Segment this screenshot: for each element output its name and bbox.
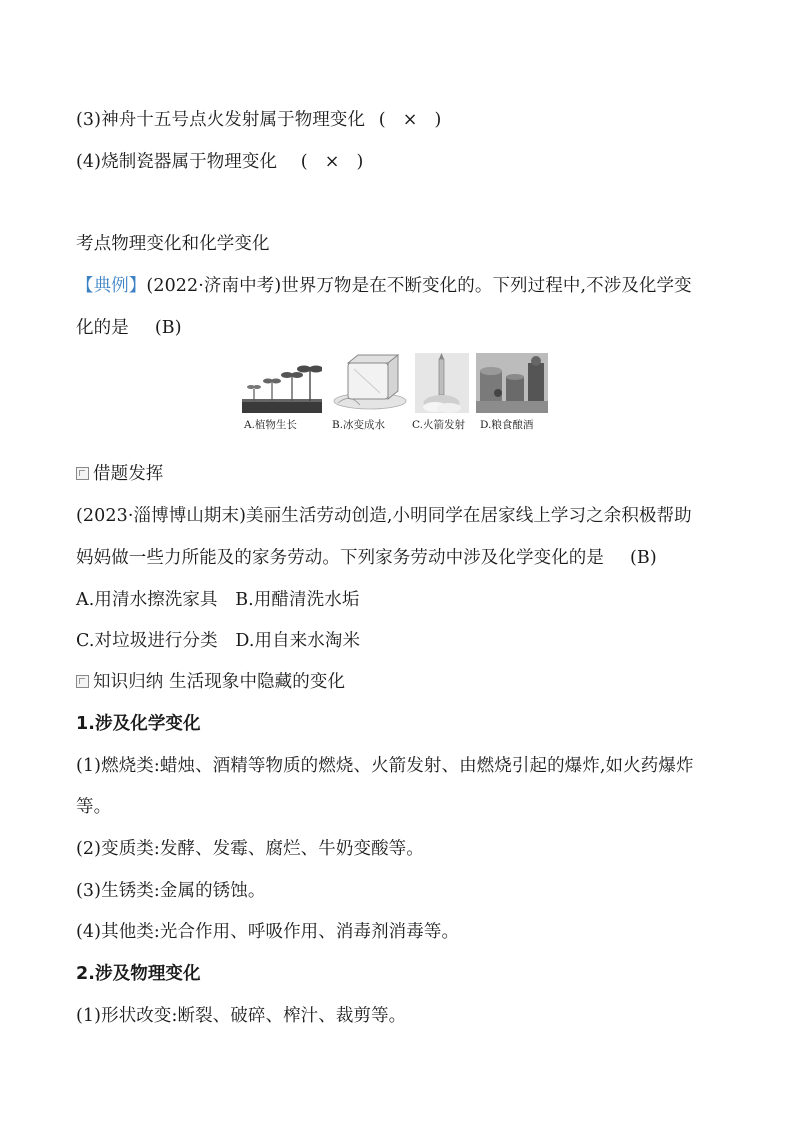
question-3 (76, 106, 441, 131)
borrow-title: 借题发挥 (76, 460, 163, 485)
chemical-item-4: (4)其他类:光合作用、呼吸作用、消毒剂消毒等。 (76, 922, 460, 942)
chemical-item-1b: 等。 (76, 797, 112, 817)
ice-melting-image (330, 353, 410, 413)
chemical-item-1a: (1)燃烧类:蜡烛、酒精等物质的燃烧、火箭发射、由燃烧引起的爆炸,如火药爆炸 (76, 756, 694, 776)
question-3-answer: ( × ) (378, 110, 442, 130)
physical-item-1: (1)形状改变:断裂、破碎、榨汁、裁剪等。 (76, 1006, 407, 1026)
example-tag: 【典例】 (76, 276, 147, 296)
example-line-2 (76, 314, 182, 339)
caption-b: B.冰变成水 (332, 419, 386, 431)
chemical-item-2: (2)变质类:发酵、发霉、腐烂、牛奶变酸等。 (76, 839, 424, 859)
chemical-item-3: (3)生锈类:金属的锈蚀。 (76, 881, 266, 901)
summary-title: 知识归纳 生活现象中隐藏的变化 (76, 668, 345, 693)
example-text-1: (2022·济南中考)世界万物是在不断变化的。下列过程中,不涉及化学变 (146, 276, 692, 296)
figure-change-examples (242, 353, 548, 435)
caption-d: D.粮食酿酒 (480, 419, 534, 431)
question-3-text: (3)神舟十五号点火发射属于物理变化 (76, 110, 366, 130)
section-marker-icon (76, 675, 89, 688)
options-cd: C.对垃圾进行分类 D.用自来水淘米 (76, 631, 361, 651)
plant-growth-image (242, 353, 322, 413)
borrow-answer: (B) (630, 548, 657, 568)
question-4-answer: ( × ) (300, 152, 364, 172)
borrow-line-2 (76, 544, 657, 569)
caption-c: C.火箭发射 (412, 419, 465, 431)
heading-chemical-change: 1.涉及化学变化 (76, 714, 201, 734)
topic-title: 考点物理变化和化学变化 (76, 234, 270, 254)
borrow-text-2: 妈妈做一些力所能及的家务劳动。下列家务劳动中涉及化学变化的是 (76, 548, 604, 568)
grain-brewing-image (476, 353, 548, 413)
borrow-text-1: (2023·淄博博山期末)美丽生活劳动创造,小明同学在居家线上学习之余积极帮助 (76, 506, 692, 526)
options-ab: A.用清水擦洗家具 B.用醋清洗水垢 (76, 590, 360, 610)
rocket-launch-image (415, 353, 469, 413)
question-4-text: (4)烧制瓷器属于物理变化 (76, 152, 278, 172)
example-answer: (B) (154, 318, 182, 338)
heading-physical-change: 2.涉及物理变化 (76, 964, 201, 984)
caption-a: A.植物生长 (244, 419, 297, 431)
section-marker-icon (76, 467, 89, 480)
example-line-1 (76, 272, 692, 297)
example-text-2: 化的是 (76, 318, 129, 338)
question-4 (76, 148, 363, 173)
